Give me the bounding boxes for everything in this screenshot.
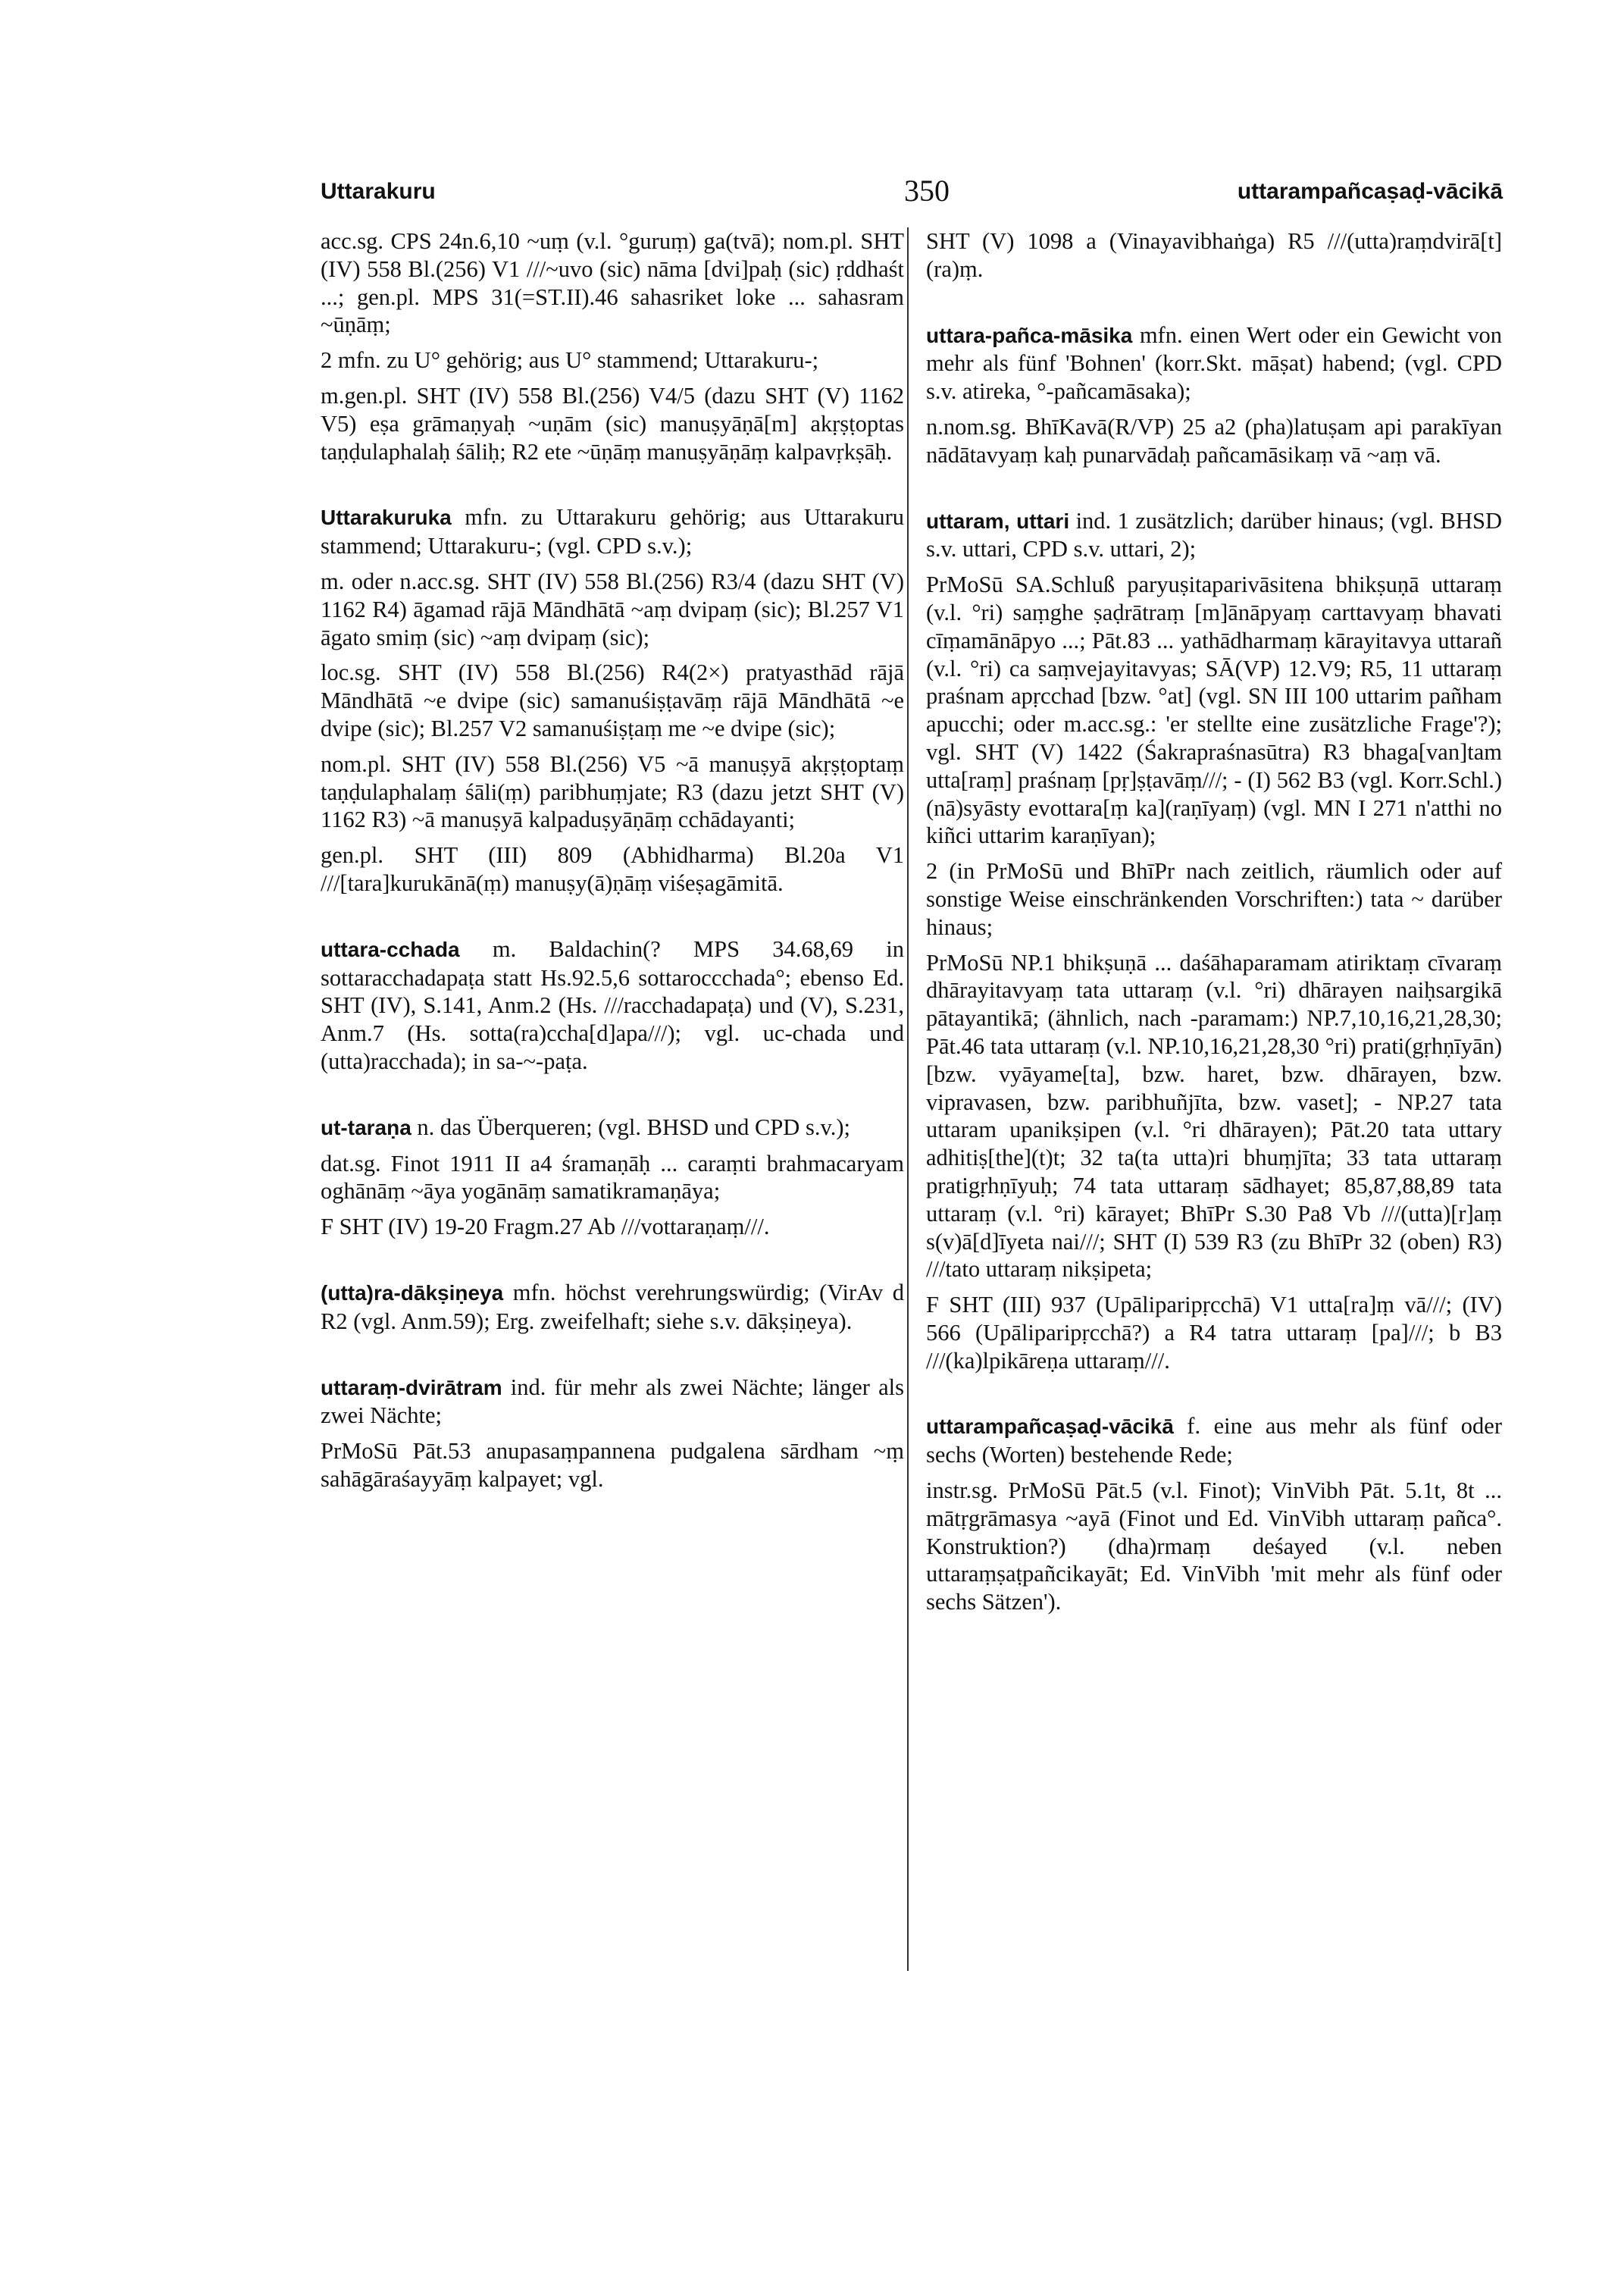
headword: (utta)ra-dākṣiṇeya [321,1280,504,1305]
entry-text: ind. für mehr als zwei Nächte; länger als zwei Nächte; [321,1374,904,1429]
entry-separator [926,1382,1502,1412]
dictionary-entry [321,503,904,560]
entry-text: mfn. einen Wert oder ein Gewicht von mehr als fünf 'Bohnen' (korr.Skt. māṣat) habend; (vgl. CPD s.v. atireka, °-pañcamāsaka); [926,321,1502,405]
entry-paragraph [926,571,1502,850]
column-divider [907,227,909,1971]
entry-paragraph [321,659,904,742]
dictionary-entry [321,1114,904,1142]
entry-paragraph [926,1477,1502,1616]
headword: Uttarakuruka [321,506,452,530]
entry-text: acc.sg. CPS 24n.6,10 ~uṃ (v.l. °guruṃ) ga(tvā); nom.pl. SHT (IV) 558 Bl.(256) V1 ///~uvo (sic) nāma [dvi]paḥ (sic) ṛddhaśt ...; gen.pl. MPS 31(=ST.II).46 sahasriket loke ... sahasram ~ūṇāṃ; [321,228,904,338]
entry-text: gen.pl. SHT (III) 809 (Abhidharma) Bl.20a V1 ///[tara]kurukānā(ṃ) manuṣy(ā)ṇāṃ viśeṣagāmitā. [321,842,904,896]
dictionary-entry [321,1279,904,1336]
entry-text: ind. 1 zusätzlich; darüber hinaus; (vgl. BHSD s.v. uttari, CPD s.v. uttari, 2); [926,507,1502,562]
entry-paragraph [321,841,904,898]
entry-paragraph [321,382,904,465]
headword: uttaraṃ-dvirātram [321,1375,502,1399]
headword: uttara-pañca-māsika [926,323,1133,347]
dictionary-entry [321,1374,904,1430]
entry-text: nom.pl. SHT (IV) 558 Bl.(256) V5 ~ā manuṣyā akṛṣṭoptaṃ taṇḍulaphalaṃ śāli(ṃ) paribhuṃjate; R3 (dazu jetzt SHT (V) 1162 R3) ~ā manuṣyā kalpaduṣyāṇāṃ cchādayanti; [321,750,904,833]
entry-separator [321,1083,904,1114]
entry-text: mfn. zu Uttarakuru gehörig; aus Uttarakuru stammend; Uttarakuru-; (vgl. CPD s.v.); [321,504,904,559]
headword: uttara-cchada [321,937,460,961]
entry-text: PrMoSū NP.1 bhikṣuṇā ... daśāhaparamam atiriktaṃ cīvaraṃ dhārayitavyaṃ tata uttaraṃ (v.l. °ri) dhārayen naiḥsargikā pātayantikā; (ähnlich, nach -paramam:) NP.7,10,16,21,28,30; Pāt.46 tata uttaraṃ (v.l. NP.10,16,21,28,30 °ri) prati(gṛhṇīyān) [bzw. vyāyame[ta], bzw. haret, bzw. dhārayen, bzw. vipravasen, bzw. paribhuñjīta, bzw. vaset]; - NP.27 tata uttaram upanikṣipen (v.l. °ri dhārayen); Pāt.20 tata uttary adhitiṣ[the](t)t; 32 ta(ta utta)ri bhuṃjīta; 33 tata uttaraṃ pratigṛhṇīyuḥ; 74 tata uttaraṃ sādhayet; 85,87,88,89 tata uttaraṃ (v.l. °ri) kārayet; BhīPr S.30 Pa8 Vb ///(utta)[r]aṃ s(v)ā[d]īyeta nai///; SHT (I) 539 R3 (zu BhīPr 32 (oben) R3) ///tato uttaraṃ nikṣipeta; [926,949,1502,1283]
entry-text: PrMoSū SA.Schluß paryuṣitaparivāsitena bhikṣuṇā uttaraṃ (v.l. °ri) saṃghe ṣaḍrātraṃ [m]ānāpyaṃ carttavyaṃ bhavati cīṃamānāpyo ...; Pāt.83 ... yathādharmaṃ kārayitavya uttarañ (v.l. °ri) ca saṃvejayitavyas; SĀ(VP) 12.V9; R5, 11 uttaraṃ praśnam apṛcchad [bzw. °at] (vgl. SN III 100 uttarim pañham apucchi; oder m.acc.sg.: 'er stellte eine zusätzliche Frage'?); vgl. SHT (V) 1422 (Śakrapraśnasūtra) R3 bhaga[van]tam utta[raṃ] praśnaṃ [pṛ]ṣṭavāṃ///; - (I) 562 B3 (vgl. Korr.Schl.) (nā)syāsty evottara[ṃ ka](raṇīyaṃ) (vgl. MN I 271 n'atthi no kiñci uttarim karaṇīyan); [926,572,1502,849]
dictionary-entry [321,935,904,1076]
entry-paragraph [926,949,1502,1284]
entry-paragraph [321,1437,904,1493]
entry-paragraph [926,227,1502,284]
entry-paragraph [321,568,904,651]
dictionary-entry [926,1412,1502,1469]
entry-separator [321,1343,904,1374]
entry-text: instr.sg. PrMoSū Pāt.5 (v.l. Finot); VinVibh Pāt. 5.1t, 8t ... mātṛgrāmasya ~ayā (Finot und Ed. VinVibh uttaraṃ pañca°. Konstruktion?) (dha)rmaṃ deśayed (v.l. neben uttaraṃṣaṭpañcikayāt; Ed. VinVibh 'mit mehr als fünf oder sechs Sätzen'). [926,1477,1502,1615]
entry-paragraph [321,346,904,374]
entry-separator [321,1249,904,1279]
headword: ut-taraṇa [321,1115,411,1139]
entry-text: F SHT (IV) 19-20 Fragm.27 Ab ///vottaraṇaṃ///. [321,1214,770,1240]
left-column [321,227,904,1501]
entry-paragraph [321,1150,904,1206]
entry-text: f. eine aus mehr als fünf oder sechs (Worten) bestehende Rede; [926,1413,1502,1468]
entry-paragraph [926,413,1502,469]
entry-separator [926,291,1502,321]
entry-text: PrMoSū Pāt.53 anupasaṃpannena pudgalena sārdham ~ṃ sahāgāraśayyāṃ kalpayet; vgl. [321,1438,904,1492]
entry-text: loc.sg. SHT (IV) 558 Bl.(256) R4(2×) pratyasthād rājā Māndhātā ~e dvipe (sic) samanuśiṣṭavāṃ rājā Māndhātā ~e dvipe (sic); Bl.257 V2 samanuśiṣṭaṃ me ~e dvipe (sic); [321,660,904,741]
entry-paragraph [321,1213,904,1241]
entry-text: n.nom.sg. BhīKavā(R/VP) 25 a2 (pha)latuṣam api parakīyan nādātavyaṃ kaḥ punarvādaḥ pañcamāsikaṃ vā ~aṃ vā. [926,413,1502,468]
entry-text: m. oder n.acc.sg. SHT (IV) 558 Bl.(256) R3/4 (dazu SHT (V) 1162 R4) āgamad rājā Māndhātā ~aṃ dvipaṃ (sic); Bl.257 V1 āgato smiṃ (sic) ~aṃ dvipaṃ (sic); [321,568,904,650]
entry-text: SHT (V) 1098 a (Vinayavibhaṅga) R5 ///(utta)raṃdvirā[t](ra)ṃ. [926,228,1502,282]
entry-paragraph [926,1291,1502,1374]
page-header [321,173,1503,218]
entry-text: dat.sg. Finot 1911 II a4 śramaṇāḥ ... caraṃti brahmacaryam oghānāṃ ~āya yogānāṃ samatikramaṇāya; [321,1150,904,1205]
header-left-keyword: Uttarakuru [321,179,436,204]
entry-separator [926,477,1502,507]
right-column [926,227,1502,1624]
entry-paragraph [321,750,904,834]
entry-text: n. das Überqueren; (vgl. BHSD und CPD s.v.); [411,1114,850,1140]
entry-text: F SHT (III) 937 (Upāliparipṛcchā) V1 utta[ra]ṃ vā///; (IV) 566 (Upāliparipṛcchā?) a R4 tatra uttaraṃ [pa]///; b B3 ///(ka)lpikāreṇa uttaraṃ///. [926,1292,1502,1374]
entry-text: mfn. höchst verehrungswürdig; (VirAv d R2 (vgl. Anm.59); Erg. zweifelhaft; siehe s.v. dākṣiṇeya). [321,1279,904,1334]
entry-text: m. Baldachin(? MPS 34.68,69 in sottaracchadapaṭa statt Hs.92.5,6 sottaroccchada°; ebenso Ed. SHT (IV), S.141, Anm.2 (Hs. ///racchadapaṭa) und (V), S.231, Anm.7 (Hs. sotta(ra)ccha[d]apa///); vgl. uc-chada und (utta)racchada); in sa-~-paṭa. [321,935,904,1074]
dictionary-entry [926,507,1502,564]
entry-separator [321,473,904,503]
entry-paragraph [321,227,904,339]
headword: uttarampañcaṣaḍ-vācikā [926,1415,1174,1439]
headword: uttaram, uttari [926,509,1070,533]
entry-text: 2 (in PrMoSū und BhīPr nach zeitlich, räumlich oder auf sonstige Weise einschränkenden Vorschriften:) tata ~ darüber hinaus; [926,858,1502,940]
header-right-keyword: uttarampañcaṣaḍ-vācikā [1237,179,1503,204]
dictionary-entry [926,321,1502,406]
page-number: 350 [904,174,950,208]
entry-text: m.gen.pl. SHT (IV) 558 Bl.(256) V4/5 (dazu SHT (V) 1162 V5) eṣa grāmaṇyaḥ ~uṇām (sic) manuṣyāṇā[m] akṛṣṭoptas taṇḍulaphalaḥ śāliḥ; R2 ete ~ūṇāṃ manuṣyāṇāṃ kalpavṛkṣāḥ. [321,382,904,465]
entry-paragraph [926,857,1502,941]
entry-text: 2 mfn. zu U° gehörig; aus U° stammend; Uttarakuru-; [321,347,819,374]
entry-separator [321,905,904,935]
